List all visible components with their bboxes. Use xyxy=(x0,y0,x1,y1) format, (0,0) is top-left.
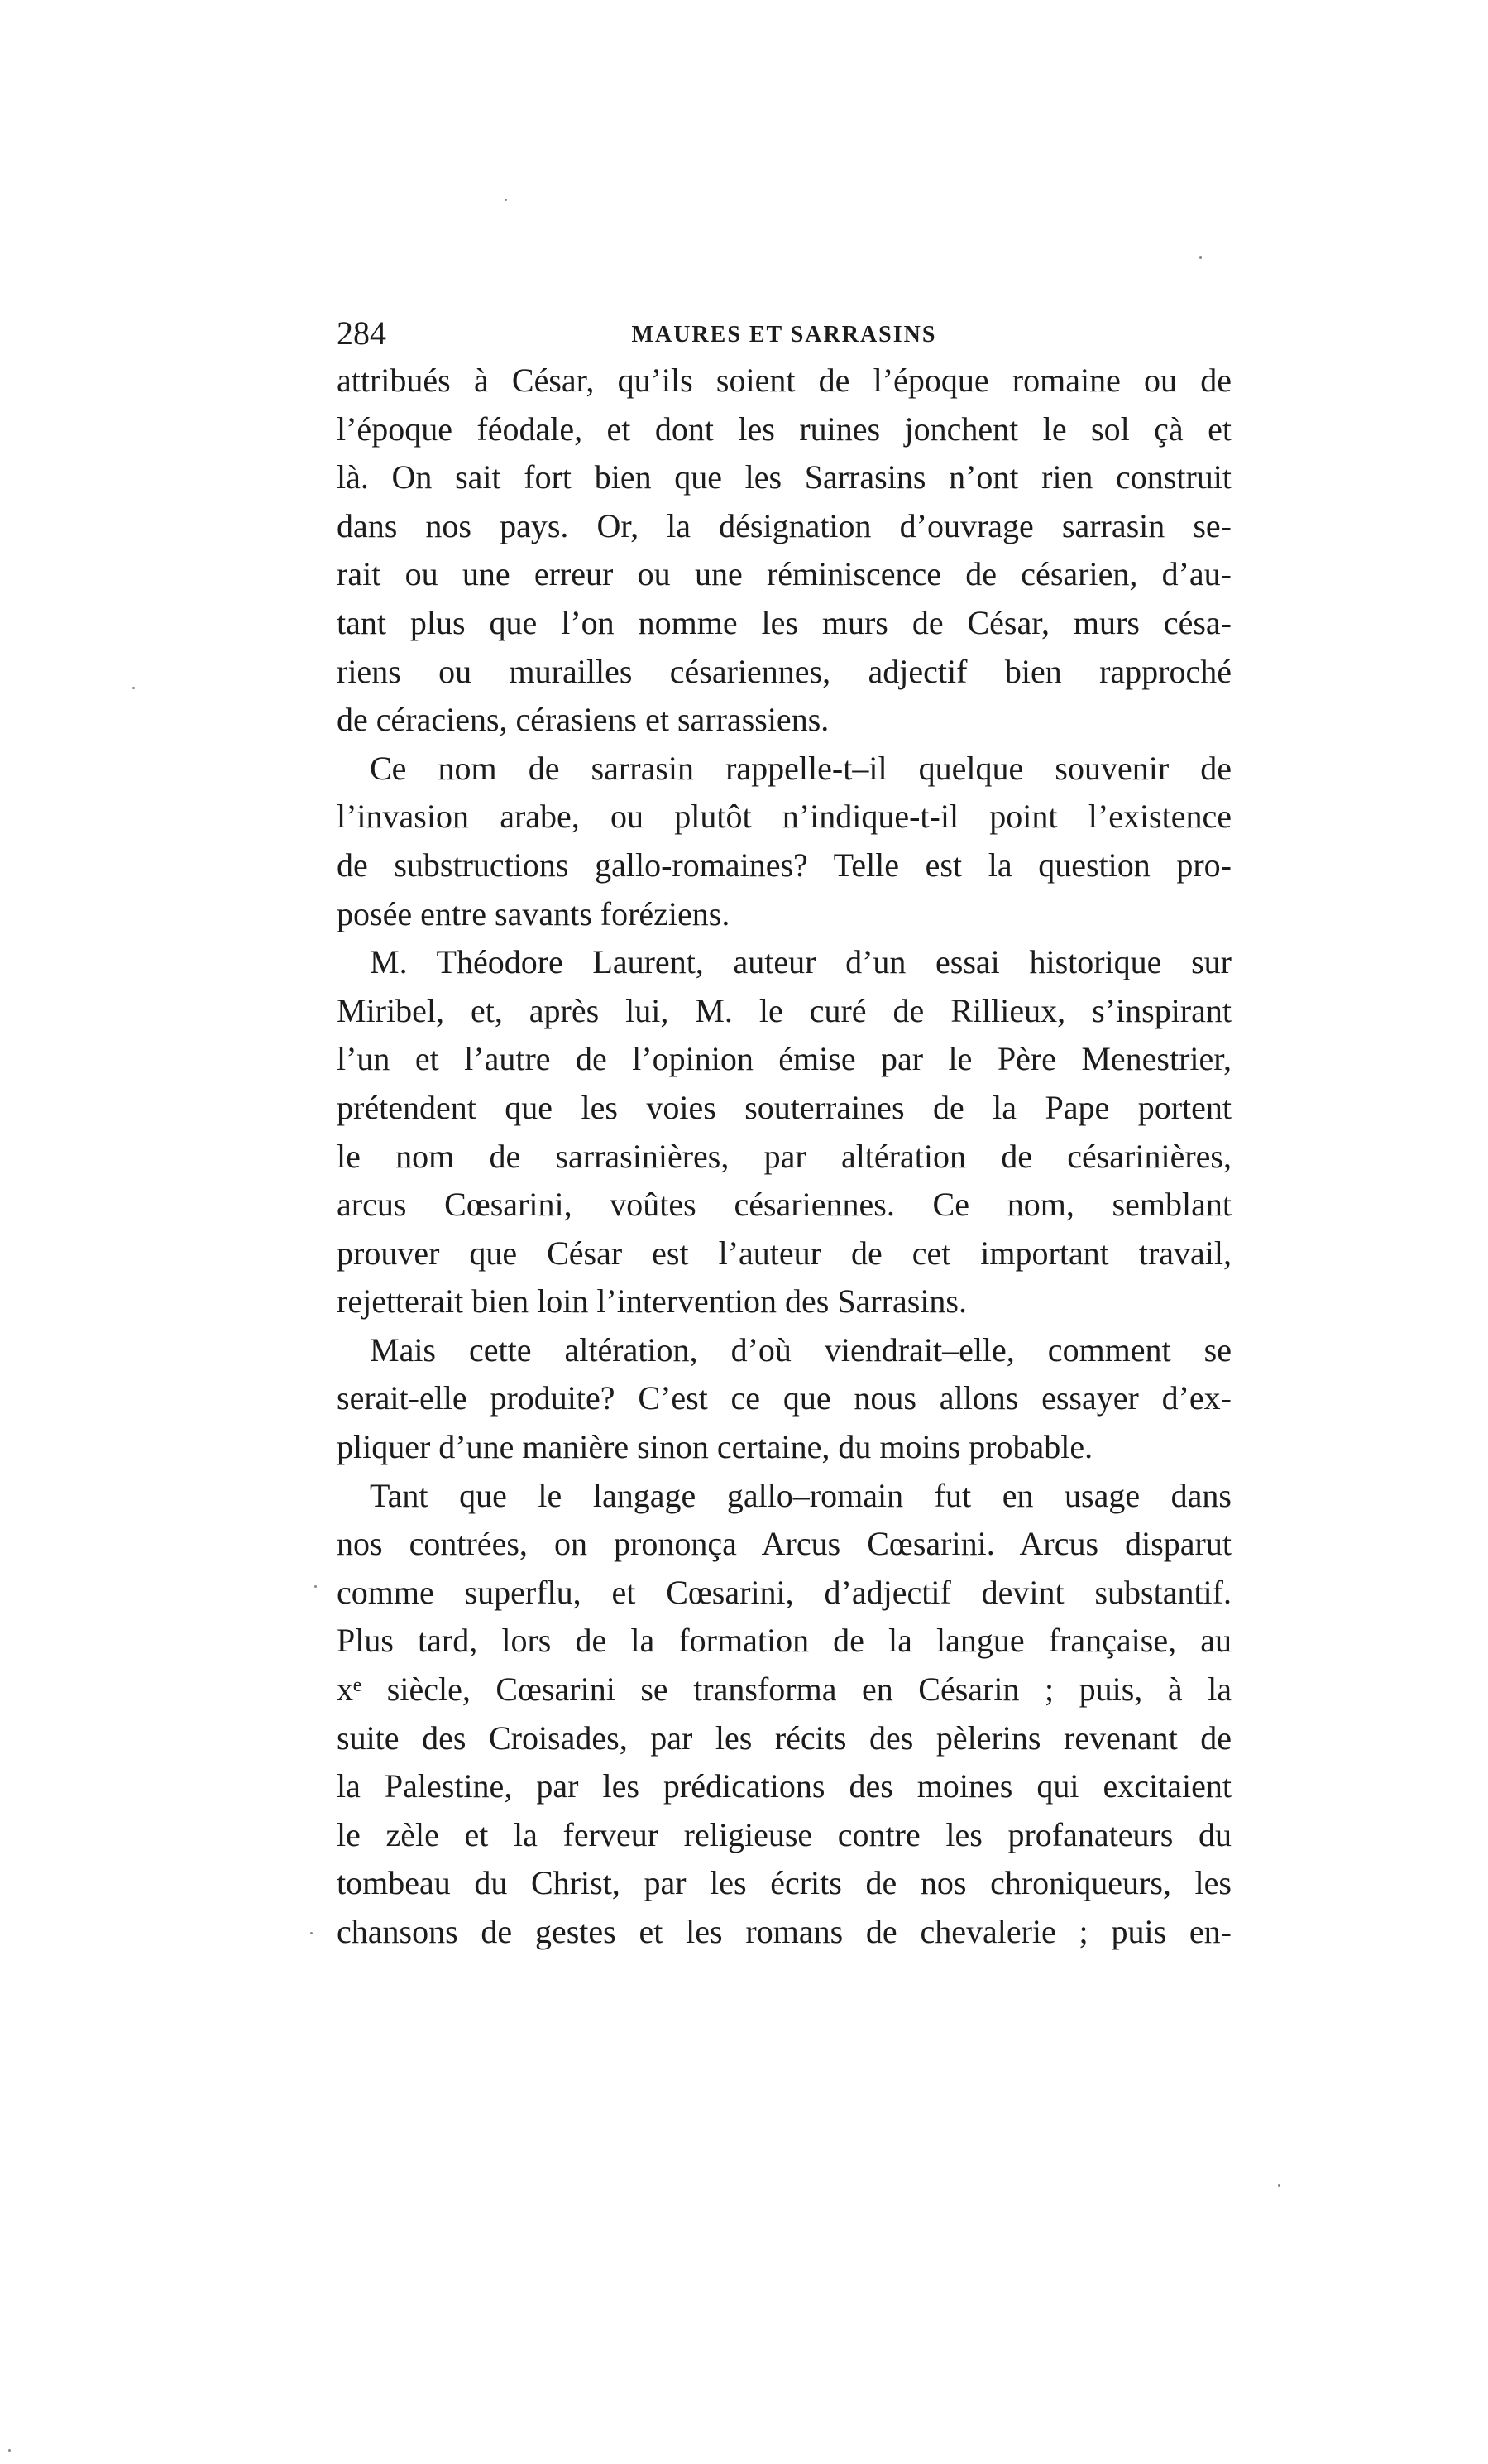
paper-speck xyxy=(1199,256,1202,259)
text-line: arcus Cœsarini, voûtes césariennes. Ce nom, semblant xyxy=(337,1186,1232,1224)
text-line: comme superflu, et Cœsarini, d’adjectif devint substantif. xyxy=(337,1573,1232,1611)
text-line: rait ou une erreur ou une réminiscence de césarien, d’au- xyxy=(337,555,1232,593)
text-line: de céraciens, cérasiens et sarrassiens. xyxy=(337,701,830,739)
page-number: 284 xyxy=(337,314,386,352)
text-line: la Palestine, par les prédications des moines qui excitaient xyxy=(337,1767,1232,1805)
text-line: l’un et l’autre de l’opinion émise par le Père Menestrier, xyxy=(337,1040,1232,1078)
text-line: chansons de gestes et les romans de chevalerie ; puis en- xyxy=(337,1913,1232,1950)
paragraph-5 xyxy=(337,1472,1232,1957)
text-line: prouver que César est l’auteur de cet important travail, xyxy=(337,1234,1232,1272)
text-line: l’époque féodale, et dont les ruines jonchent le sol çà et xyxy=(337,410,1232,448)
paper-speck xyxy=(8,2449,11,2452)
paper-speck xyxy=(314,1585,317,1588)
text-line: prétendent que les voies souterraines de la Pape portent xyxy=(337,1088,1232,1126)
body-text xyxy=(337,357,1232,1957)
paragraph-4 xyxy=(337,1326,1232,1472)
text-line: le zèle et la ferveur religieuse contre les profanateurs du xyxy=(337,1815,1232,1853)
text-line: Mais cette altération, d’où viendrait–elle, comment se xyxy=(370,1330,1232,1369)
paper-speck xyxy=(1278,2184,1280,2187)
text-line: riens ou murailles césariennes, adjectif bien rapproché xyxy=(337,652,1232,690)
text-line: Ce nom de sarrasin rappelle-t–il quelque souvenir de xyxy=(370,749,1232,787)
text-line: dans nos pays. Or, la désignation d’ouvrage sarrasin se- xyxy=(337,506,1232,544)
text-line: tant plus que l’on nomme les murs de César, murs césa- xyxy=(337,603,1232,641)
paper-speck xyxy=(132,687,135,689)
paragraph-1 xyxy=(337,357,1232,745)
text-line: M. Théodore Laurent, auteur d’un essai historique sur xyxy=(370,943,1232,981)
text-line: l’invasion arabe, ou plutôt n’indique-t-il point l’existence xyxy=(337,798,1232,836)
text-line: pliquer d’une manière sinon certaine, du moins probable. xyxy=(337,1428,1093,1466)
text-line: serait-elle produite? C’est ce que nous allons essayer d’ex- xyxy=(337,1379,1232,1417)
text-line: nos contrées, on prononça Arcus Cœsarini. Arcus disparut xyxy=(337,1525,1232,1563)
text-line: xᵉ siècle, Cœsarini se transforma en Césarin ; puis, à la xyxy=(337,1671,1232,1709)
text-line: Tant que le langage gallo–romain fut en usage dans xyxy=(370,1476,1232,1514)
text-line: suite des Croisades, par les récits des pèlerins revenant de xyxy=(337,1719,1232,1757)
running-head xyxy=(337,313,1232,354)
text-line: le nom de sarrasinières, par altération de césarinières, xyxy=(337,1137,1232,1175)
text-line: Plus tard, lors de la formation de la langue française, au xyxy=(337,1622,1232,1660)
text-line: de substructions gallo-romaines? Telle est la question pro- xyxy=(337,846,1232,884)
text-line: attribués à César, qu’ils soient de l’époque romaine ou de xyxy=(337,362,1232,399)
paragraph-2 xyxy=(337,745,1232,938)
text-line: là. On sait fort bien que les Sarrasins n’ont rien construit xyxy=(337,458,1232,496)
text-line: posée entre savants foréziens. xyxy=(337,894,730,932)
running-title: MAURES ET SARRASINS xyxy=(631,322,937,348)
paragraph-3 xyxy=(337,938,1232,1326)
text-line: rejetterait bien loin l’intervention des Sarrasins. xyxy=(337,1282,967,1321)
text-line: Miribel, et, après lui, M. le curé de Rillieux, s’inspirant xyxy=(337,991,1232,1029)
paper-speck xyxy=(310,1932,313,1934)
paper-speck xyxy=(505,199,507,201)
text-line: tombeau du Christ, par les écrits de nos chroniqueurs, les xyxy=(337,1864,1232,1902)
